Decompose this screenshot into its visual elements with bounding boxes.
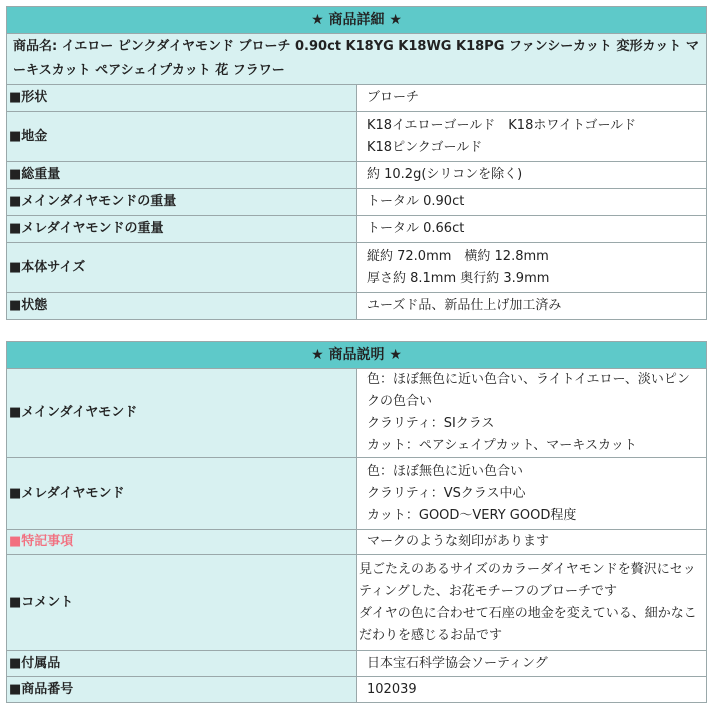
label-special-notes: ■特記事項 <box>7 530 357 555</box>
label-comment: ■コメント <box>7 555 357 651</box>
label-main-diamond-weight: ■メインダイヤモンドの重量 <box>7 189 357 216</box>
value-accessories: 日本宝石科学協会ソーティング <box>357 651 707 677</box>
label-melee-diamond-weight: ■メレダイヤモンドの重量 <box>7 216 357 243</box>
value-product-number: 102039 <box>357 677 707 703</box>
value-metal-line: K18イエローゴールド K18ホワイトゴールド <box>367 117 637 133</box>
label-metal: ■地金 <box>7 112 357 162</box>
product-details-table <box>6 6 707 320</box>
value-main-diamond-line: 色：ほぼ無色に近い色合い、ライトイエロー、淡いピンクの色合い <box>367 372 690 409</box>
label-main-diamond: ■メインダイヤモンド <box>7 369 357 458</box>
value-body-size-line: 縦約 72.0mm 横約 12.8mm <box>367 248 549 264</box>
product-description-table <box>6 341 707 703</box>
label-condition: ■状態 <box>7 293 357 320</box>
value-main-diamond-line: クラリティ：SIクラス <box>367 416 495 431</box>
description-header: ★ 商品説明 ★ <box>7 342 707 369</box>
value-total-weight: 約 10.2g(シリコンを除く) <box>357 162 707 189</box>
value-main-diamond <box>357 369 707 458</box>
label-shape: ■形状 <box>7 85 357 112</box>
value-melee-diamond-weight: トータル 0.66ct <box>357 216 707 243</box>
value-melee-diamond <box>357 458 707 530</box>
value-main-diamond-weight: トータル 0.90ct <box>357 189 707 216</box>
value-condition: ユーズド品、新品仕上げ加工済み <box>357 293 707 320</box>
label-body-size: ■本体サイズ <box>7 243 357 293</box>
value-body-size <box>357 243 707 293</box>
value-shape: ブローチ <box>357 85 707 112</box>
value-melee-diamond-line: 色：ほぼ無色に近い色合い <box>367 463 524 479</box>
value-main-diamond-line: カット：ペアシェイプカット、マーキスカット <box>367 438 637 453</box>
value-metal <box>357 112 707 162</box>
value-metal-line: K18ピンクゴールド <box>367 139 483 155</box>
label-accessories: ■付属品 <box>7 651 357 677</box>
value-comment-paragraph: 見ごたえのあるサイズのカラーダイヤモンドを贅沢にセッティングした、お花モチーフのブローチです <box>359 561 696 599</box>
value-comment-paragraph: ダイヤの色に合わせて石座の地金を変えている、細かなこだわりを感じるお品です <box>359 605 697 643</box>
value-comment <box>357 555 707 651</box>
value-body-size-line: 厚さ約 8.1mm 奥行約 3.9mm <box>367 270 550 286</box>
value-melee-diamond-line: カット：GOOD～VERY GOOD程度 <box>367 507 577 523</box>
value-melee-diamond-line: クラリティ：VSクラス中心 <box>367 485 526 501</box>
product-name: 商品名: イエロー ピンクダイヤモンド ブローチ 0.90ct K18YG K18WG K18PG ファンシーカット 変形カット マーキスカット ペアシェイプカット 花 フラワー <box>7 34 707 85</box>
value-special-notes: マークのような刻印があります <box>357 530 707 555</box>
details-header: ★ 商品詳細 ★ <box>7 7 707 34</box>
label-total-weight: ■総重量 <box>7 162 357 189</box>
label-product-number: ■商品番号 <box>7 677 357 703</box>
label-melee-diamond: ■メレダイヤモンド <box>7 458 357 530</box>
